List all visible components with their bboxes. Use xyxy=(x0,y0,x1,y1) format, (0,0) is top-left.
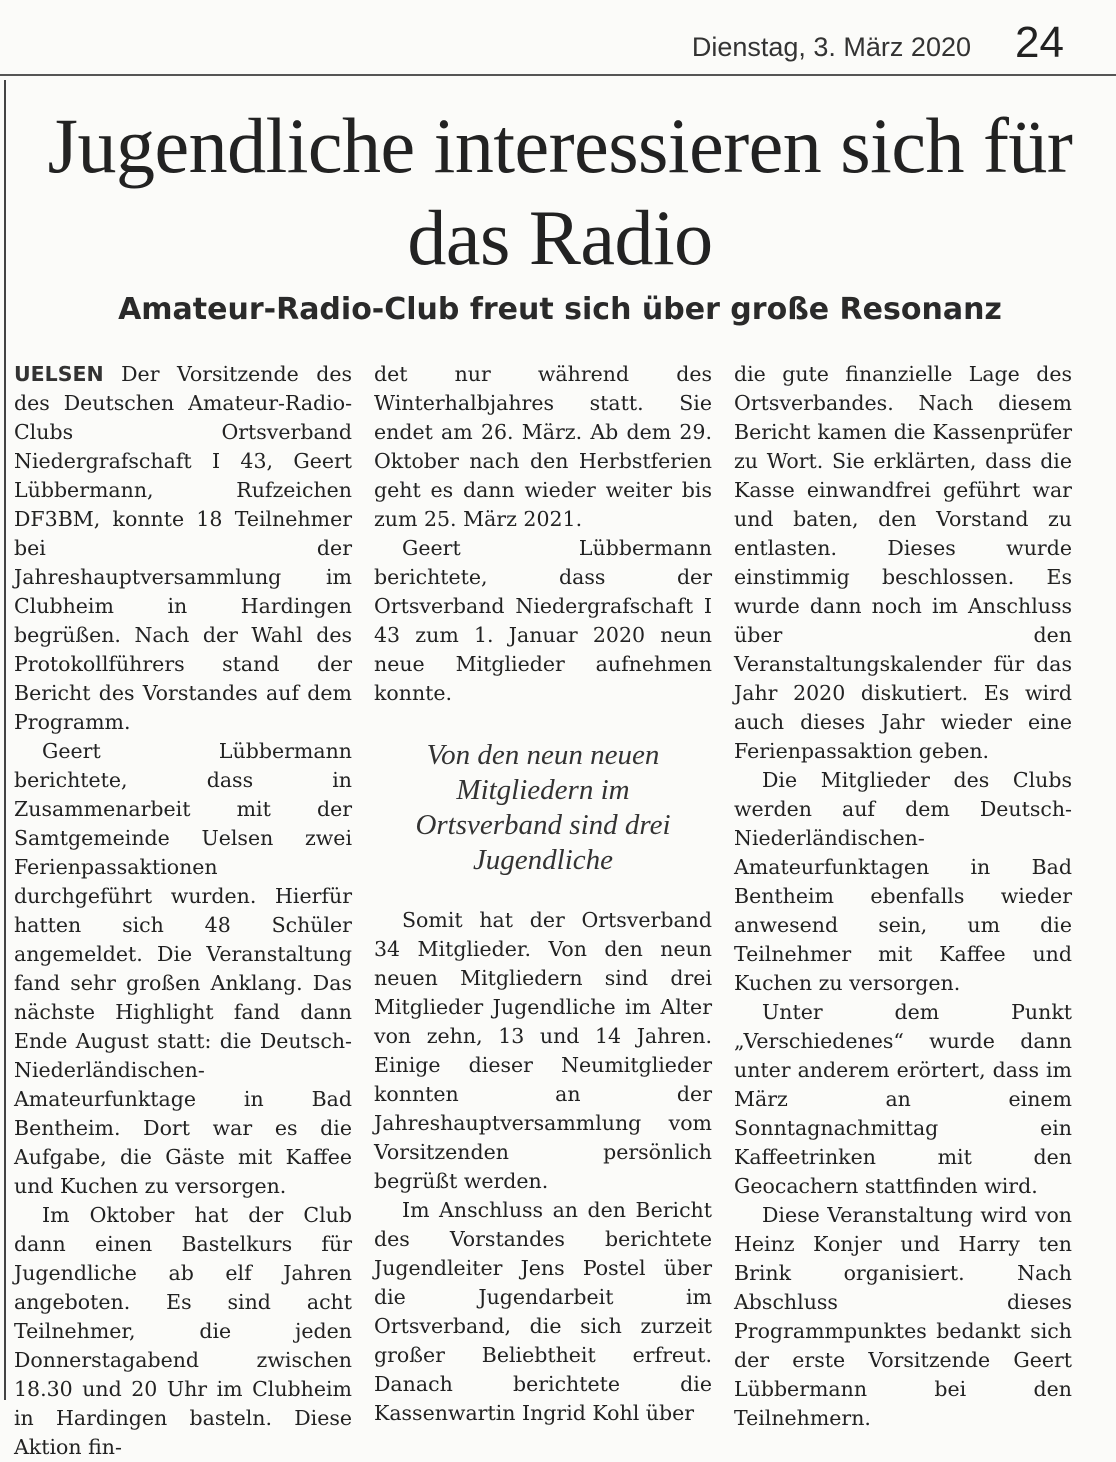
paragraph xyxy=(14,360,352,737)
page-number: 24 xyxy=(1015,18,1064,67)
paragraph: Diese Veranstaltung wird von Heinz Konjer und Harry ten Brink organisiert. Nach Abschluss dieses Programmpunktes bedankt sich der erste Vorsitzende Geert Lübbermann bei den Teilnehmern. xyxy=(734,1203,1072,1430)
left-border-rule xyxy=(4,80,6,1400)
paragraph: det nur während des Winterhalbjahres statt. Sie endet am 26. März. Ab dem 29. Oktober nach den Herbstferien geht es dann wieder weiter bis zum 25. März 2021. xyxy=(374,362,712,531)
article-column-2 xyxy=(374,360,712,1428)
dateline-place: UELSEN xyxy=(14,362,104,386)
issue-date: Dienstag, 3. März 2020 xyxy=(691,32,971,62)
article-column-1 xyxy=(14,360,352,1462)
paragraph: Unter dem Punkt „Verschiedenes“ wurde dann unter anderem erörtert, dass im März an einem Sonntagnachmittag ein Kaffeetrinken mit den Geocachern stattfinden wird. xyxy=(734,1000,1072,1198)
paragraph: Im Oktober hat der Club dann einen Bastelkurs für Jugendliche ab elf Jahren angeboten. Es sind acht Teilnehmer, die jeden Donnerstagabend zwischen 18.30 und 20 Uhr im Clubheim in Hardingen basteln. Diese Aktion fin- xyxy=(14,1203,352,1459)
paragraph: die gute finanzielle Lage des Ortsverbandes. Nach diesem Bericht kamen die Kassenprüfer zu Wort. Sie erklärten, dass die Kasse einwandfrei geführt war und baten, den Vorstand zu entlasten. Dieses wurde einstimmig beschlossen. Es wurde dann noch im Anschluss über den Veranstaltungskalender für das Jahr 2020 diskutiert. Es wird auch dieses Jahr wieder eine Ferienpassaktion geben. xyxy=(734,362,1072,763)
paragraph: Die Mitglieder des Clubs werden auf dem Deutsch-Niederländischen-Amateurfunktagen in Bad Bentheim ebenfalls wieder anwesend sein, um die Teilnehmer mit Kaffee und Kuchen zu versorgen. xyxy=(734,768,1072,995)
paragraph: Geert Lübbermann berichtete, dass der Ortsverband Niedergrafschaft I 43 zum 1. Januar 2020 neun neue Mitglieder aufnehmen konnte. xyxy=(374,536,712,705)
headline: Jugendliche interessieren sich für das Radio xyxy=(47,102,1073,281)
article-column-3 xyxy=(734,360,1072,1433)
paragraph: Geert Lübbermann berichtete, dass in Zusammenarbeit mit der Samtgemeinde Uelsen zwei Ferienpassaktionen durchgeführt wurden. Hierfür hatten sich 48 Schüler angemeldet. Die Veranstaltung fand sehr großen Anklang. Das nächste Highlight fand dann Ende August statt: die Deutsch-Niederländischen-Amateurfunktage in Bad Bentheim. Dort war es die Aufgabe, die Gäste mit Kaffee und Kuchen zu versorgen. xyxy=(14,739,352,1198)
subheadline: Amateur-Radio-Club freut sich über große Resonanz xyxy=(118,292,1002,327)
pull-quote: Von den neun neuen Mitgliedern im Ortsverband sind drei Jugendliche xyxy=(415,739,671,876)
paragraph-text: Der Vorsitzende des des Deutschen Amateur-Radio-Clubs Ortsverband Niedergrafschaft I 43, Geert Lübbermann, Rufzeichen DF3BM, konnte 18 Teilnehmer bei der Jahreshauptversammlung im Clubheim in Hardingen begrüßen. Nach der Wahl des Protokollführers stand der Bericht des Vorstandes auf dem Programm. xyxy=(14,362,352,734)
paragraph: Im Anschluss an den Bericht des Vorstandes berichtete Jugendleiter Jens Postel über die Jugendarbeit im Ortsverband, die sich zurzeit großer Beliebtheit erfreut. Danach berichtete die Kassenwartin Ingrid Kohl über xyxy=(374,1198,712,1425)
page-header xyxy=(0,18,1116,76)
paragraph: Somit hat der Ortsverband 34 Mitglieder. Von den neun neuen Mitgliedern sind drei Mitglieder Jugendliche im Alter von zehn, 13 und 14 Jahren. Einige dieser Neumitglieder konnten an der Jahreshauptversammlung vom Vorsitzenden persönlich begrüßt werden. xyxy=(374,908,712,1193)
